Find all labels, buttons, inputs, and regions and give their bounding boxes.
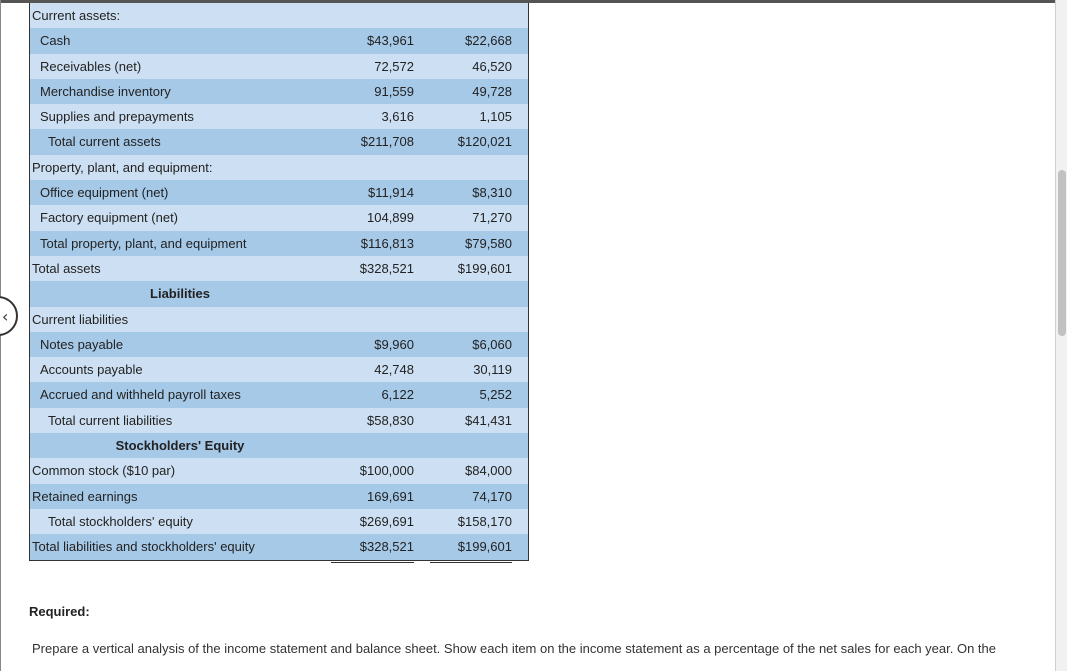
row-label: Total current assets <box>48 134 161 150</box>
value-year-2: $158,170 <box>430 509 512 535</box>
row-label: Total assets <box>32 260 101 276</box>
table-row <box>30 281 528 306</box>
row-label: Notes payable <box>40 336 124 352</box>
table-row <box>30 231 528 256</box>
value-year-2: $6,060 <box>472 336 512 352</box>
value-year-1: $328,521 <box>331 256 414 284</box>
liabilities-heading: Liabilities <box>150 286 210 302</box>
table-row <box>30 433 528 458</box>
value-year-1: 42,748 <box>374 362 414 378</box>
table-row <box>30 534 528 559</box>
value-year-2: $84,000 <box>465 463 512 479</box>
row-label: Factory equipment (net) <box>40 210 179 226</box>
value-year-1: $11,914 <box>367 185 414 201</box>
value-year-2: 49,728 <box>472 83 512 99</box>
table-row <box>30 79 528 104</box>
current-assets-header: Current assets: <box>32 8 121 23</box>
table-row <box>30 155 528 180</box>
table-row <box>30 205 528 230</box>
row-label: Accounts payable <box>40 362 143 378</box>
value-year-2: 5,252 <box>430 382 512 408</box>
table-row <box>30 458 528 483</box>
table-row <box>30 54 528 79</box>
value-year-1: $211,708 <box>360 134 414 150</box>
table-row <box>30 256 528 281</box>
collapse-toggle-button[interactable] <box>0 296 18 336</box>
value-year-2: 1,105 <box>430 104 512 130</box>
value-year-2: 71,270 <box>430 205 512 231</box>
required-heading: Required: <box>29 604 90 619</box>
chevron-left-icon: ‹ <box>2 307 9 326</box>
table-row <box>30 180 528 205</box>
row-label: Total liabilities and stockholders' equity <box>32 539 255 555</box>
value-year-2: $79,580 <box>430 231 512 257</box>
value-year-1: $116,813 <box>331 231 414 257</box>
value-year-1: 72,572 <box>374 58 414 74</box>
value-year-1: 3,616 <box>331 104 414 130</box>
value-year-2: $22,668 <box>465 33 512 49</box>
row-label: Total current liabilities <box>48 412 173 428</box>
table-row <box>30 484 528 509</box>
value-year-1: $9,960 <box>374 336 414 352</box>
row-label: Common stock ($10 par) <box>32 463 176 479</box>
value-year-1: $100,000 <box>359 463 414 479</box>
row-label: Office equipment (net) <box>40 185 169 201</box>
table-row <box>30 509 528 534</box>
value-year-2: $8,310 <box>472 185 512 201</box>
row-label: Supplies and prepayments <box>40 109 194 125</box>
row-label: Total stockholders' equity <box>48 513 193 529</box>
table-row <box>30 3 528 28</box>
value-year-1: $58,830 <box>367 412 414 428</box>
value-year-2: $41,431 <box>465 412 512 428</box>
row-label: Merchandise inventory <box>40 83 171 99</box>
value-year-1: 169,691 <box>331 484 414 510</box>
balance-sheet-table <box>29 3 529 561</box>
table-row <box>30 28 528 53</box>
value-year-2: 74,170 <box>430 484 512 510</box>
value-year-2: $199,601 <box>430 534 512 562</box>
table-row <box>30 332 528 357</box>
value-year-1: $328,521 <box>331 534 414 562</box>
value-year-2: $199,601 <box>430 256 512 284</box>
value-year-2: $120,021 <box>457 134 512 150</box>
table-row <box>30 408 528 433</box>
row-label: Receivables (net) <box>40 58 142 74</box>
value-year-1: 104,899 <box>331 205 414 231</box>
row-label: Retained earnings <box>32 488 138 504</box>
equity-heading: Stockholders' Equity <box>115 438 245 454</box>
table-row <box>30 307 528 332</box>
table-row <box>30 382 528 407</box>
table-row <box>30 357 528 382</box>
ppe-header: Property, plant, and equipment: <box>32 159 213 175</box>
row-label: Accrued and withheld payroll taxes <box>40 387 241 403</box>
row-label: Total property, plant, and equipment <box>40 235 247 251</box>
value-year-1: 91,559 <box>374 83 414 99</box>
scrollbar-thumb[interactable] <box>1058 170 1066 336</box>
table-row <box>30 104 528 129</box>
value-year-1: $43,961 <box>367 33 414 49</box>
value-year-1: $269,691 <box>331 509 414 535</box>
current-liabilities-header: Current liabilities <box>32 311 129 327</box>
value-year-2: 30,119 <box>473 362 512 378</box>
value-year-2: 46,520 <box>472 58 512 74</box>
table-row <box>30 129 528 154</box>
value-year-1: 6,122 <box>331 382 414 408</box>
row-label: Cash <box>40 33 71 49</box>
instruction-text: Prepare a vertical analysis of the income statement and balance sheet. Show each item on the income statement as a percentage of the net sales for each year. On the <box>32 641 997 656</box>
